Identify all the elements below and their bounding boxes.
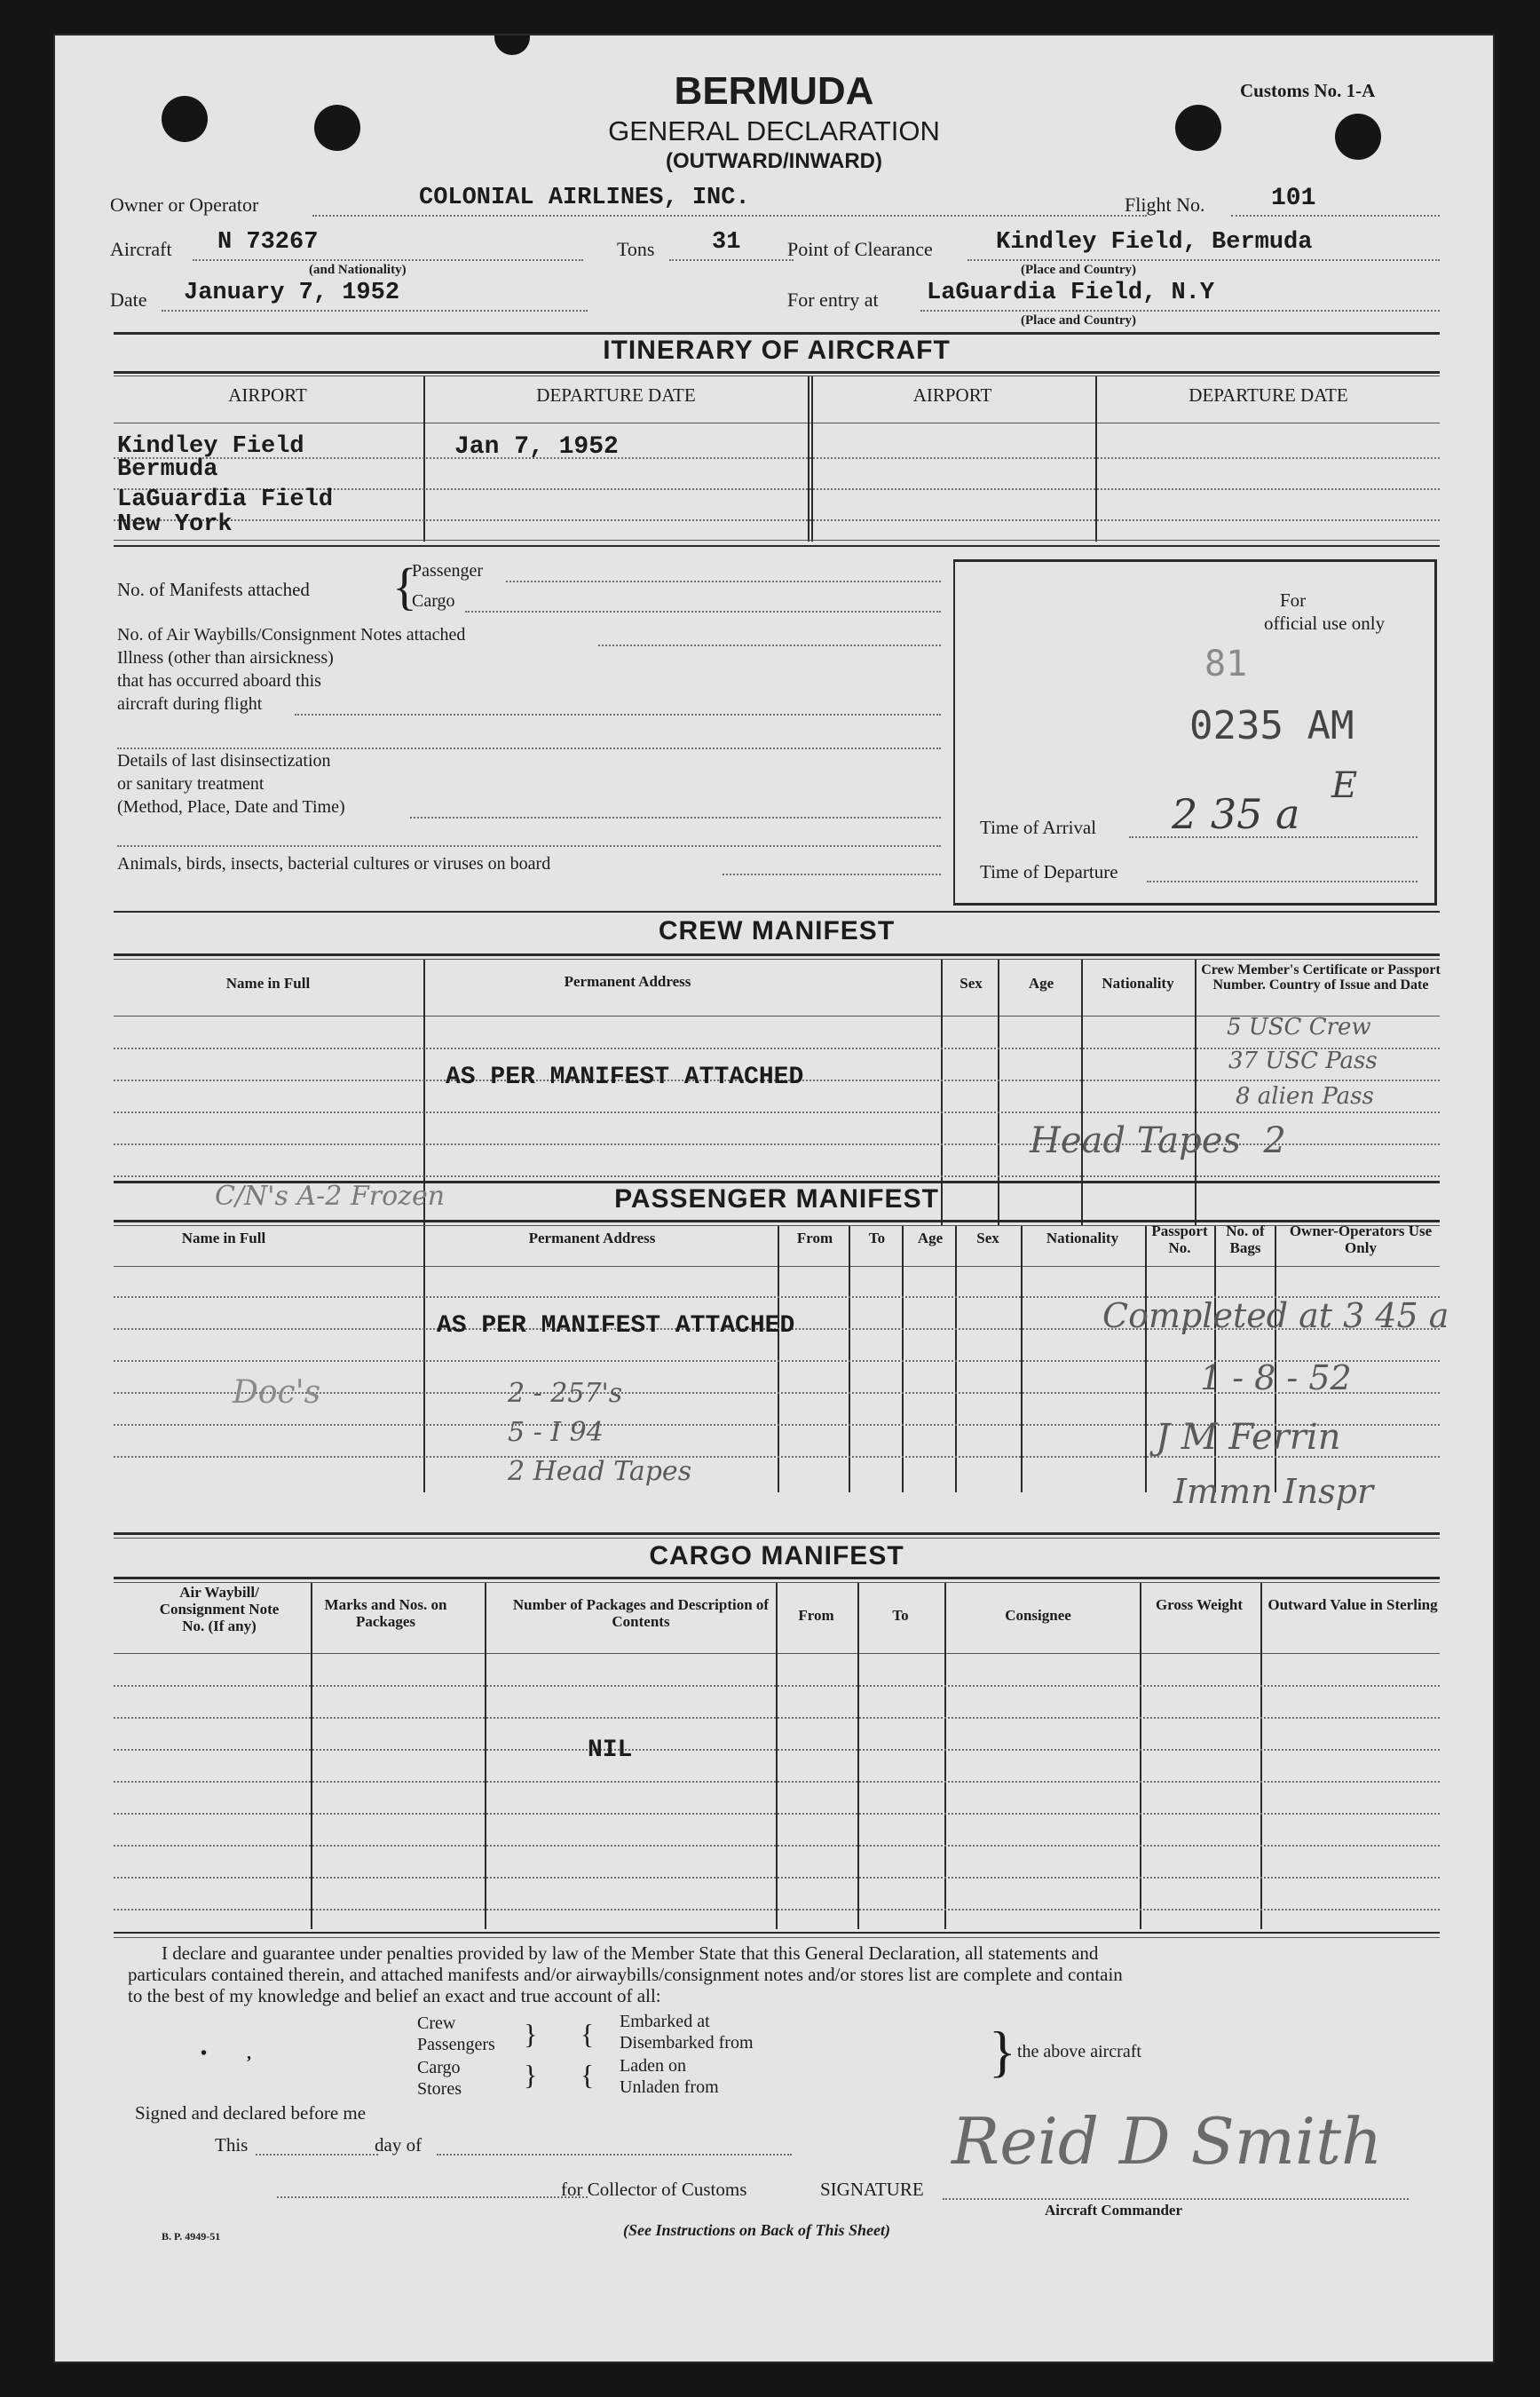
clearance-label: Point of Clearance	[787, 238, 933, 260]
crew-header-certificate: Crew Member's Certificate or Passport Number. Country of Issue and Date	[1201, 962, 1441, 993]
crew-manifest-title: CREW MANIFEST	[658, 916, 896, 945]
commander-label: Aircraft Commander	[1045, 2202, 1183, 2219]
stamp-letter: E	[1331, 765, 1358, 806]
itinerary-header-departure: DEPARTURE DATE	[536, 384, 696, 406]
illness-label-2: that has occurred aboard this	[117, 671, 321, 691]
owner-label: Owner or Operator	[110, 194, 259, 216]
official-use-title-2: official use only	[1264, 613, 1386, 634]
passenger-header-nationality: Nationality	[1046, 1230, 1119, 1246]
owner-value: COLONIAL AIRLINES, INC.	[419, 185, 750, 211]
illness-label-1: Illness (other than airsickness)	[117, 648, 334, 668]
passenger-manifest-title: PASSENGER MANIFEST	[614, 1184, 939, 1214]
declaration-passengers: Passengers	[417, 2035, 495, 2054]
clearance-sublabel: (Place and Country)	[1021, 263, 1136, 277]
date-value: January 7, 1952	[184, 280, 400, 306]
crew-header-name: Name in Full	[225, 975, 311, 992]
declaration-brace: } }	[524, 2018, 538, 2091]
crew-address-text: AS PER MANIFEST ATTACHED	[446, 1064, 804, 1091]
cargo-manifest-title: CARGO MANIFEST	[649, 1541, 904, 1570]
declaration-disembarked: Disembarked from	[620, 2033, 754, 2053]
clearance-value: Kindley Field, Bermuda	[996, 229, 1313, 256]
disinsect-label-3: (Method, Place, Date and Time)	[117, 797, 345, 817]
date-label: Date	[110, 289, 147, 311]
signature-label: SIGNATURE	[820, 2179, 924, 2200]
cargo-header-weight: Gross Weight	[1155, 1596, 1244, 1613]
declaration-line-3: to the best of my knowledge and belief an exact and true account of all:	[128, 1985, 661, 2006]
declaration-embarked: Embarked at	[620, 2012, 710, 2031]
passenger-address-text: AS PER MANIFEST ATTACHED	[437, 1312, 795, 1340]
passenger-header-owner-use: Owner-Operators Use Only	[1289, 1222, 1433, 1256]
itinerary-header-departure-2: DEPARTURE DATE	[1189, 384, 1348, 406]
cargo-header-to: To	[892, 1607, 909, 1624]
declaration-brace: { {	[580, 2018, 595, 2091]
cargo-contents: NIL	[588, 1736, 633, 1764]
cargo-header-packages: Number of Packages and Description of Contents	[512, 1596, 770, 1630]
declaration-laden: Laden on	[620, 2056, 686, 2076]
arrival-value: 2 35 a	[1172, 790, 1300, 838]
itinerary-row-airport: Kindley Field	[117, 433, 304, 460]
crew-cert-hand-1: 5 USC Crew	[1227, 1014, 1371, 1040]
crew-header-age: Age	[1028, 975, 1054, 992]
crew-cert-hand-2: 37 USC Pass	[1228, 1048, 1378, 1074]
form-subtitle: GENERAL DECLARATION	[608, 115, 940, 146]
day-of-label: day of	[375, 2134, 423, 2156]
manifests-passenger-label: Passenger	[412, 561, 483, 581]
itinerary-header-airport-2: AIRPORT	[912, 384, 992, 406]
cargo-header-value: Outward Value in Sterling	[1268, 1596, 1438, 1613]
declaration-line-1: I declare and guarantee under penalties provided by law of the Member State that this General Declaration, all statements and	[162, 1942, 1099, 1964]
manifests-label: No. of Manifests attached	[117, 579, 310, 600]
tons-label: Tons	[617, 238, 655, 260]
form-title: BERMUDA	[674, 69, 874, 113]
crew-header-address: Permanent Address	[564, 973, 691, 990]
form-direction: (OUTWARD/INWARD)	[666, 149, 882, 173]
passenger-hand-docs: Doc's	[233, 1374, 321, 1411]
illness-label-3: aircraft during flight	[117, 694, 263, 714]
disinsect-label-2: or sanitary treatment	[117, 774, 265, 794]
passenger-hand-date: 1 - 8 - 52	[1200, 1358, 1352, 1397]
passenger-hand-line-2: 5 - I 94	[508, 1417, 604, 1448]
declaration-right-brace: }	[989, 2020, 1016, 2083]
stamp-time: 0235 AM	[1189, 703, 1354, 748]
aircraft-sublabel: (and Nationality)	[309, 263, 407, 277]
passenger-hand-completed: Completed at 3 45 a	[1102, 1296, 1449, 1335]
form-code: B. P. 4949-51	[162, 2230, 221, 2243]
tons-value: 31	[712, 229, 741, 256]
crew-head-tapes: Head Tapes 2	[1030, 1120, 1286, 1161]
passenger-header-address: Permanent Address	[528, 1230, 656, 1246]
arrival-label: Time of Arrival	[980, 817, 1097, 838]
animals-label: Animals, birds, insects, bacterial cultures or viruses on board	[117, 854, 551, 874]
itinerary-row-departure: Jan 7, 1952	[454, 433, 619, 461]
cargo-header-waybill: Air Waybill/ Consignment Note No. (If any)	[159, 1584, 280, 1634]
passenger-header-age: Age	[917, 1230, 944, 1246]
itinerary-title: ITINERARY OF AIRCRAFT	[603, 336, 951, 365]
passenger-hand-signature: J M Ferrin	[1156, 1417, 1341, 1458]
cargo-header-marks: Marks and Nos. on Packages	[324, 1596, 447, 1630]
passenger-hand-line-1: 2 - 257's	[508, 1378, 623, 1409]
declaration-mark: • ,	[201, 2044, 252, 2063]
aircraft-label: Aircraft	[110, 238, 172, 260]
itinerary-header-airport: AIRPORT	[228, 384, 307, 406]
passenger-header-to: To	[868, 1230, 886, 1246]
passenger-header-bags: No. of Bags	[1226, 1222, 1265, 1256]
passenger-header-from: From	[796, 1230, 833, 1246]
itinerary-row-airport-country: New York	[117, 511, 233, 538]
flight-no-label: Flight No.	[1125, 194, 1205, 216]
flight-no-value: 101	[1271, 185, 1316, 212]
passenger-hand-title: Immn Inspr	[1173, 1472, 1374, 1511]
form-number: Customs No. 1-A	[1240, 80, 1376, 101]
manifests-cargo-label: Cargo	[412, 591, 455, 611]
crew-header-nationality: Nationality	[1102, 975, 1174, 992]
declaration-above-aircraft: the above aircraft	[1017, 2042, 1141, 2061]
instructions-note: (See Instructions on Back of This Sheet)	[623, 2221, 891, 2239]
declaration-unladen: Unladen from	[620, 2077, 719, 2097]
entry-value: LaGuardia Field, N.Y	[927, 280, 1215, 306]
declaration-stores: Stores	[417, 2079, 462, 2099]
crew-header-sex: Sex	[960, 975, 983, 992]
declaration-form	[55, 36, 1493, 2361]
aircraft-value: N 73267	[217, 229, 319, 256]
signed-before-label: Signed and declared before me	[135, 2102, 367, 2124]
manifests-brace: {	[392, 558, 417, 615]
departure-time-label: Time of Departure	[980, 861, 1118, 882]
passenger-hand-line-3: 2 Head Tapes	[508, 1456, 692, 1487]
passenger-margin-note: C/N's A-2 Frozen	[215, 1181, 446, 1212]
crew-cert-hand-3: 8 alien Pass	[1236, 1083, 1374, 1110]
collector-label: for Collector of Customs	[561, 2179, 747, 2200]
cargo-header-from: From	[798, 1607, 834, 1624]
official-use-title-1: For	[1280, 589, 1307, 611]
entry-label: For entry at	[787, 289, 879, 311]
passenger-header-sex: Sex	[976, 1230, 999, 1246]
torn-notch	[494, 36, 530, 55]
passenger-header-passport: Passport No.	[1151, 1222, 1208, 1256]
declaration-crew: Crew	[417, 2013, 456, 2033]
disinsect-label-1: Details of last disinsectization	[117, 751, 331, 771]
declaration-line-2: particulars contained therein, and attached manifests and/or airwaybills/consignment notes and/or stores list are complete and contain	[128, 1964, 1123, 1985]
declaration-cargo: Cargo	[417, 2058, 461, 2077]
itinerary-row-airport-country: Bermuda	[117, 456, 218, 483]
commander-signature: Reid D Smith	[952, 2104, 1383, 2179]
this-label: This	[215, 2134, 249, 2156]
cargo-header-consignee: Consignee	[1005, 1607, 1071, 1624]
waybills-label: No. of Air Waybills/Consignment Notes attached	[117, 625, 466, 645]
passenger-header-name: Name in Full	[181, 1230, 266, 1246]
entry-sublabel: (Place and Country)	[1021, 313, 1136, 328]
itinerary-row-airport: LaGuardia Field	[117, 487, 334, 513]
stamp-number: 81	[1204, 644, 1248, 684]
